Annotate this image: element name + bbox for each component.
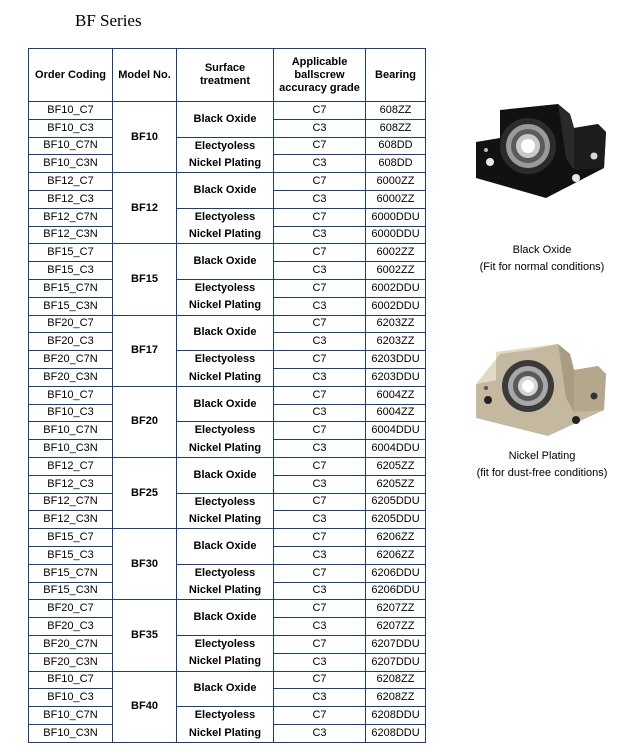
accuracy-grade-cell: C7 [274, 137, 366, 155]
bearing-cell: 6206DDU [366, 564, 426, 582]
bearing-cell: 6004ZZ [366, 404, 426, 422]
surface-treatment-cell: Electyoless [177, 208, 274, 226]
accuracy-grade-cell: C3 [274, 724, 366, 742]
accuracy-grade-cell: C3 [274, 440, 366, 458]
nickel-plating-caption [462, 448, 622, 482]
accuracy-grade-cell: C3 [274, 475, 366, 493]
table-row [29, 279, 426, 297]
surface-treatment-cell: Nickel Plating [177, 368, 274, 386]
bearing-cell: 6002ZZ [366, 244, 426, 262]
order-code-cell: BF12_C3 [29, 475, 113, 493]
accuracy-grade-cell: C7 [274, 279, 366, 297]
accuracy-grade-cell: C7 [274, 386, 366, 404]
bearing-cell: 6002ZZ [366, 262, 426, 280]
table-row [29, 564, 426, 582]
order-code-cell: BF15_C7 [29, 244, 113, 262]
bearing-cell: 6208DDU [366, 707, 426, 725]
table-row [29, 707, 426, 725]
accuracy-grade-cell: C7 [274, 457, 366, 475]
order-code-cell: BF12_C3N [29, 511, 113, 529]
table-row [29, 529, 426, 547]
table-row [29, 155, 426, 173]
table-row [29, 600, 426, 618]
bearing-cell: 6207ZZ [366, 618, 426, 636]
accuracy-grade-cell: C7 [274, 564, 366, 582]
table-row [29, 173, 426, 191]
model-no-cell: BF30 [113, 529, 177, 600]
accuracy-grade-cell: C3 [274, 119, 366, 137]
model-no-cell: BF15 [113, 244, 177, 315]
bearing-cell: 608ZZ [366, 119, 426, 137]
accuracy-grade-cell: C7 [274, 422, 366, 440]
order-code-cell: BF20_C7 [29, 600, 113, 618]
accuracy-grade-cell: C3 [274, 511, 366, 529]
bearing-cell: 6207ZZ [366, 600, 426, 618]
accuracy-grade-cell: C7 [274, 493, 366, 511]
order-code-cell: BF12_C3 [29, 190, 113, 208]
header-order-coding: Order Coding [29, 49, 113, 102]
nickel-plating-caption-title: Nickel Plating [508, 450, 576, 462]
black-oxide-block-image [470, 98, 610, 206]
order-code-cell: BF15_C3 [29, 262, 113, 280]
order-code-cell: BF12_C7 [29, 173, 113, 191]
bearing-cell: 6203ZZ [366, 315, 426, 333]
order-code-cell: BF10_C7 [29, 386, 113, 404]
bearing-cell: 6000ZZ [366, 190, 426, 208]
table-row [29, 386, 426, 404]
table-row [29, 653, 426, 671]
accuracy-grade-cell: C7 [274, 707, 366, 725]
order-code-cell: BF20_C3 [29, 333, 113, 351]
accuracy-grade-cell: C3 [274, 190, 366, 208]
surface-treatment-cell: Nickel Plating [177, 511, 274, 529]
table-row [29, 635, 426, 653]
bearing-cell: 6000ZZ [366, 173, 426, 191]
order-code-cell: BF15_C7N [29, 564, 113, 582]
accuracy-grade-cell: C7 [274, 315, 366, 333]
bearing-cell: 6000DDU [366, 208, 426, 226]
table-row [29, 368, 426, 386]
accuracy-grade-cell: C3 [274, 404, 366, 422]
bearing-cell: 6000DDU [366, 226, 426, 244]
accuracy-grade-cell: C7 [274, 351, 366, 369]
table-row [29, 315, 426, 333]
table-row [29, 440, 426, 458]
bearing-cell: 608DD [366, 137, 426, 155]
bearing-cell: 6002DDU [366, 279, 426, 297]
table-row [29, 671, 426, 689]
bearing-cell: 6207DDU [366, 635, 426, 653]
accuracy-grade-cell: C7 [274, 529, 366, 547]
accuracy-grade-cell: C7 [274, 173, 366, 191]
nickel-plated-block-image [470, 336, 610, 440]
bearing-cell: 6206ZZ [366, 546, 426, 564]
surface-treatment-cell: Electyoless [177, 564, 274, 582]
bearing-cell: 6004ZZ [366, 386, 426, 404]
accuracy-grade-cell: C3 [274, 333, 366, 351]
order-code-cell: BF10_C3 [29, 404, 113, 422]
accuracy-grade-cell: C3 [274, 582, 366, 600]
surface-treatment-cell: Black Oxide [177, 386, 274, 422]
order-code-cell: BF15_C3N [29, 582, 113, 600]
bearing-cell: 6207DDU [366, 653, 426, 671]
table-row [29, 297, 426, 315]
bearing-cell: 6208ZZ [366, 671, 426, 689]
table-row [29, 102, 426, 120]
surface-treatment-cell: Black Oxide [177, 457, 274, 493]
accuracy-grade-cell: C3 [274, 368, 366, 386]
table-row [29, 457, 426, 475]
model-no-cell: BF12 [113, 173, 177, 244]
surface-treatment-cell: Black Oxide [177, 529, 274, 565]
bearing-cell: 6205ZZ [366, 475, 426, 493]
accuracy-grade-cell: C3 [274, 262, 366, 280]
accuracy-grade-cell: C7 [274, 671, 366, 689]
table-row [29, 137, 426, 155]
bearing-cell: 6206ZZ [366, 529, 426, 547]
black-oxide-caption-note: (Fit for normal conditions) [479, 261, 605, 273]
order-code-cell: BF20_C3 [29, 618, 113, 636]
accuracy-grade-cell: C7 [274, 600, 366, 618]
surface-treatment-cell: Nickel Plating [177, 724, 274, 742]
accuracy-grade-cell: C3 [274, 226, 366, 244]
bearing-cell: 6203DDU [366, 368, 426, 386]
bearing-cell: 6208ZZ [366, 689, 426, 707]
bearing-cell: 6208DDU [366, 724, 426, 742]
order-code-cell: BF12_C7N [29, 208, 113, 226]
table-row [29, 226, 426, 244]
bearing-cell: 6205DDU [366, 493, 426, 511]
model-no-cell: BF40 [113, 671, 177, 742]
header-accuracy-grade: Applicable ballscrew accuracy grade [274, 49, 366, 102]
table-row [29, 582, 426, 600]
bearing-cell: 6004DDU [366, 422, 426, 440]
surface-treatment-cell: Black Oxide [177, 671, 274, 707]
bearing-cell: 6205ZZ [366, 457, 426, 475]
table-header-row [29, 49, 426, 102]
model-no-cell: BF25 [113, 457, 177, 528]
order-code-cell: BF10_C7N [29, 707, 113, 725]
bearing-cell: 6206DDU [366, 582, 426, 600]
order-code-cell: BF10_C7N [29, 422, 113, 440]
accuracy-grade-cell: C7 [274, 208, 366, 226]
order-code-cell: BF20_C7 [29, 315, 113, 333]
order-code-cell: BF20_C3N [29, 368, 113, 386]
bearing-cell: 6002DDU [366, 297, 426, 315]
order-code-cell: BF10_C3N [29, 440, 113, 458]
model-no-cell: BF35 [113, 600, 177, 671]
table-row [29, 244, 426, 262]
bearing-cell: 6203ZZ [366, 333, 426, 351]
order-code-cell: BF12_C7 [29, 457, 113, 475]
bearing-cell: 608DD [366, 155, 426, 173]
black-oxide-caption [462, 242, 622, 276]
header-bearing: Bearing [366, 49, 426, 102]
order-code-cell: BF10_C7N [29, 137, 113, 155]
order-code-cell: BF10_C3 [29, 689, 113, 707]
surface-treatment-cell: Nickel Plating [177, 297, 274, 315]
order-code-cell: BF10_C3N [29, 724, 113, 742]
surface-treatment-cell: Nickel Plating [177, 653, 274, 671]
surface-treatment-cell: Electyoless [177, 351, 274, 369]
bearing-cell: 608ZZ [366, 102, 426, 120]
model-no-cell: BF17 [113, 315, 177, 386]
accuracy-grade-cell: C3 [274, 155, 366, 173]
nickel-plating-caption-note: (fit for dust-free conditions) [476, 467, 608, 479]
table-row [29, 724, 426, 742]
black-oxide-caption-title: Black Oxide [512, 244, 572, 256]
order-code-cell: BF10_C3N [29, 155, 113, 173]
order-code-cell: BF10_C7 [29, 102, 113, 120]
order-code-cell: BF15_C3 [29, 546, 113, 564]
surface-treatment-cell: Nickel Plating [177, 155, 274, 173]
bearing-cell: 6004DDU [366, 440, 426, 458]
accuracy-grade-cell: C7 [274, 244, 366, 262]
bearing-cell: 6203DDU [366, 351, 426, 369]
order-code-cell: BF20_C7N [29, 635, 113, 653]
bearing-cell: 6205DDU [366, 511, 426, 529]
order-code-cell: BF10_C7 [29, 671, 113, 689]
header-model-no: Model No. [113, 49, 177, 102]
accuracy-grade-cell: C3 [274, 297, 366, 315]
order-code-cell: BF12_C3N [29, 226, 113, 244]
model-no-cell: BF10 [113, 102, 177, 173]
table-body [29, 102, 426, 743]
surface-treatment-cell: Electyoless [177, 279, 274, 297]
accuracy-grade-cell: C3 [274, 546, 366, 564]
order-code-cell: BF12_C7N [29, 493, 113, 511]
accuracy-grade-cell: C3 [274, 653, 366, 671]
surface-treatment-cell: Nickel Plating [177, 226, 274, 244]
surface-treatment-cell: Black Oxide [177, 600, 274, 636]
table-row [29, 351, 426, 369]
surface-treatment-cell: Nickel Plating [177, 582, 274, 600]
table-row [29, 511, 426, 529]
table-row [29, 422, 426, 440]
accuracy-grade-cell: C7 [274, 635, 366, 653]
surface-treatment-cell: Black Oxide [177, 315, 274, 351]
accuracy-grade-cell: C3 [274, 618, 366, 636]
surface-treatment-cell: Electyoless [177, 493, 274, 511]
order-code-cell: BF20_C3N [29, 653, 113, 671]
table-row [29, 208, 426, 226]
surface-treatment-cell: Nickel Plating [177, 440, 274, 458]
accuracy-grade-cell: C3 [274, 689, 366, 707]
table-row [29, 493, 426, 511]
order-code-cell: BF15_C3N [29, 297, 113, 315]
surface-treatment-cell: Electyoless [177, 422, 274, 440]
surface-treatment-cell: Electyoless [177, 137, 274, 155]
surface-treatment-cell: Black Oxide [177, 173, 274, 209]
bf-series-table [28, 48, 426, 743]
header-surface-treatment: Surface treatment [177, 49, 274, 102]
order-code-cell: BF10_C3 [29, 119, 113, 137]
order-code-cell: BF15_C7N [29, 279, 113, 297]
page-title: BF Series [75, 11, 142, 30]
order-code-cell: BF15_C7 [29, 529, 113, 547]
order-code-cell: BF20_C7N [29, 351, 113, 369]
surface-treatment-cell: Electyoless [177, 707, 274, 725]
surface-treatment-cell: Electyoless [177, 635, 274, 653]
accuracy-grade-cell: C7 [274, 102, 366, 120]
model-no-cell: BF20 [113, 386, 177, 457]
surface-treatment-cell: Black Oxide [177, 102, 274, 138]
surface-treatment-cell: Black Oxide [177, 244, 274, 280]
